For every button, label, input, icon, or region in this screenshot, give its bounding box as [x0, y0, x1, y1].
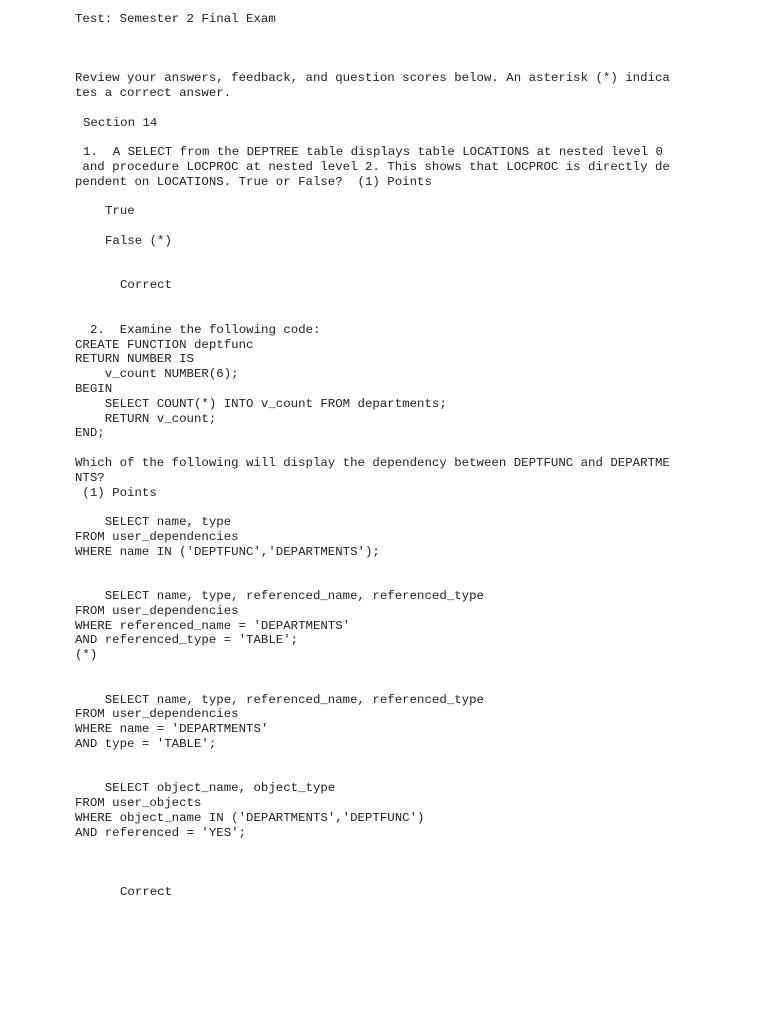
spacer: [75, 293, 685, 323]
option-line: FROM user_objects: [75, 796, 202, 811]
option-line: WHERE name IN ('DEPTFUNC','DEPARTMENTS');: [75, 544, 380, 559]
question-2-header: 2. Examine the following code:: [90, 322, 321, 337]
code-line: SELECT COUNT(*) INTO v_count FROM departments;: [75, 396, 447, 411]
option-line: AND type = 'TABLE';: [75, 737, 217, 752]
prompt-line: Which of the following will display the dependency between DEPTFUNC and DEPARTME: [75, 455, 670, 470]
code-block: [75, 338, 685, 442]
spacer: [75, 441, 685, 456]
question-1: [75, 145, 685, 293]
code-line: END;: [75, 426, 105, 441]
intro-line: tes a correct answer.: [75, 85, 232, 100]
question-1-text: 1. A SELECT from the DEPTREE table displays table LOCATIONS at nested level 0: [83, 145, 663, 160]
spacer: [75, 841, 685, 885]
question-2-prompt: [75, 456, 685, 500]
option-line: FROM user_dependencies: [75, 707, 239, 722]
option-line: WHERE name = 'DEPARTMENTS': [75, 722, 269, 737]
section-label: Section 14: [83, 115, 158, 130]
spacer: [75, 27, 685, 71]
option-true: True: [105, 204, 135, 219]
option-false-correct: False (*): [105, 233, 172, 248]
option-line: WHERE object_name IN ('DEPARTMENTS','DEPTFUNC'): [75, 811, 425, 826]
option-line: SELECT object_name, object_type: [75, 781, 336, 796]
question-2: [75, 323, 685, 900]
option-line: WHERE referenced_name = 'DEPARTMENTS': [75, 618, 351, 633]
question-2-feedback: Correct: [120, 885, 173, 900]
code-line: BEGIN: [75, 381, 113, 396]
option-line: AND referenced = 'YES';: [75, 825, 247, 840]
spacer: [75, 559, 685, 589]
exam-review-page: [75, 12, 685, 900]
code-line: RETURN NUMBER IS: [75, 352, 194, 367]
question-1-text: and procedure LOCPROC at nested level 2. This shows that LOCPROC is directly de: [75, 159, 670, 174]
answer-option-a: [75, 515, 685, 559]
prompt-line: (1) Points: [75, 485, 157, 500]
code-line: CREATE FUNCTION deptfunc: [75, 337, 254, 352]
spacer: [75, 663, 685, 693]
code-line: RETURN v_count;: [75, 411, 217, 426]
option-line: AND referenced_type = 'TABLE';: [75, 633, 299, 648]
intro-line: Review your answers, feedback, and question scores below. An asterisk (*) indica: [75, 71, 670, 86]
spacer: [75, 500, 685, 515]
question-1-text: pendent on LOCATIONS. True or False? (1) Points: [75, 174, 432, 189]
option-line: SELECT name, type: [75, 515, 232, 530]
answer-option-d: [75, 781, 685, 840]
option-line: FROM user_dependencies: [75, 529, 239, 544]
option-line: SELECT name, type, referenced_name, referenced_type: [75, 692, 484, 707]
correct-marker: (*): [75, 648, 98, 663]
spacer: [75, 249, 685, 279]
question-1-feedback: Correct: [120, 278, 173, 293]
test-title: Test: Semester 2 Final Exam: [75, 12, 276, 26]
spacer: [75, 219, 685, 234]
prompt-line: NTS?: [75, 470, 105, 485]
spacer: [75, 190, 685, 205]
spacer: [75, 101, 685, 116]
spacer: [75, 130, 685, 145]
option-line: FROM user_dependencies: [75, 603, 239, 618]
option-line: SELECT name, type, referenced_name, referenced_type: [75, 589, 484, 604]
code-line: v_count NUMBER(6);: [75, 367, 239, 382]
answer-option-b-correct: [75, 589, 685, 663]
answer-option-c: [75, 693, 685, 752]
spacer: [75, 752, 685, 782]
intro-text: [75, 71, 685, 101]
